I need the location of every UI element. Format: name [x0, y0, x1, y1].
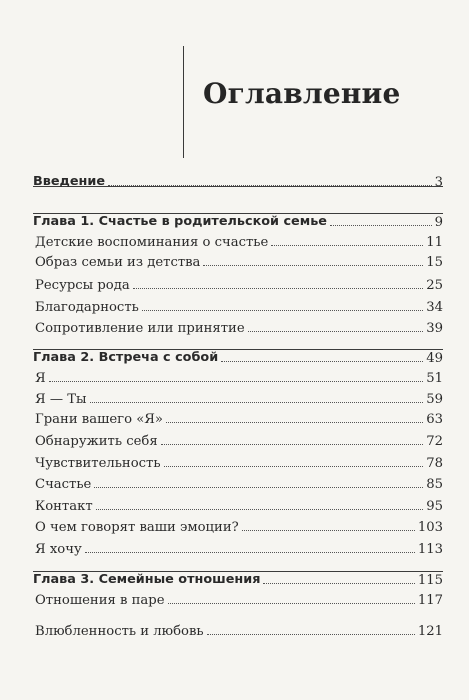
toc-entry-page: 121: [417, 623, 443, 639]
toc-entry[interactable]: [35, 251, 443, 269]
toc-entry-page: 15: [426, 254, 443, 270]
toc-entry-label: Образ семьи из детства: [35, 254, 201, 270]
toc-entry-page: 113: [417, 541, 443, 557]
toc-entry-page: 103: [417, 519, 443, 535]
dot-leader: [330, 225, 432, 226]
toc-entry-page: 51: [426, 370, 443, 386]
toc-entry[interactable]: [33, 211, 443, 229]
toc-entry[interactable]: [35, 495, 443, 513]
toc-entry[interactable]: [35, 589, 443, 607]
dot-leader: [203, 265, 423, 266]
toc-entry-label: Я хочу: [35, 541, 82, 557]
toc-entry-page: 59: [426, 391, 443, 407]
toc-entry-label: Глава 1. Счастье в родительской семье: [33, 214, 327, 230]
toc-entry-label: Счастье: [35, 476, 92, 492]
dot-leader: [166, 422, 423, 423]
toc-entry-page: 25: [426, 277, 443, 293]
toc-entry[interactable]: [35, 473, 443, 491]
toc-entry[interactable]: [35, 452, 443, 470]
dot-leader: [164, 466, 424, 467]
toc-entry-page: 95: [426, 498, 443, 514]
toc-entry-label: Обнаружить себя: [35, 433, 158, 449]
toc-entry-page: 39: [426, 320, 443, 336]
toc-entry[interactable]: [35, 296, 443, 314]
toc-entry[interactable]: [35, 430, 443, 448]
dot-leader: [271, 245, 423, 246]
dot-leader: [133, 288, 424, 289]
toc-entry-label: Отношения в паре: [35, 592, 165, 608]
toc-entry-label: Я: [35, 370, 46, 386]
toc-entry-page: 72: [426, 433, 443, 449]
dot-leader: [85, 552, 415, 553]
toc-entry[interactable]: [33, 171, 443, 189]
dot-leader: [221, 361, 423, 362]
dot-leader: [168, 603, 415, 604]
toc-entry-label: Контакт: [35, 498, 93, 514]
toc-entry-label: О чем говорят ваши эмоции?: [35, 519, 239, 535]
toc-entry-label: Благодарность: [35, 299, 139, 315]
toc-entry-page: 3: [434, 174, 443, 190]
title-rule: [183, 46, 184, 158]
toc-entry[interactable]: [35, 231, 443, 249]
toc-entry-label: Введение: [33, 174, 106, 190]
toc-entry-label: Глава 2. Встреча с собой: [33, 350, 219, 366]
toc-entry-page: 9: [434, 214, 443, 230]
toc-entry-page: 85: [426, 476, 443, 492]
dot-leader: [242, 530, 415, 531]
dot-leader: [96, 509, 424, 510]
toc-entry-page: 11: [426, 234, 443, 250]
toc-entry-page: 34: [426, 299, 443, 315]
toc-entry-label: Влюбленность и любовь: [35, 623, 204, 639]
toc-entry-label: Детские воспоминания о счастье: [35, 234, 269, 250]
toc-entry-page: 63: [426, 411, 443, 427]
dot-leader: [161, 444, 424, 445]
toc-entry-label: Сопротивление или принятие: [35, 320, 245, 336]
dot-leader: [142, 310, 423, 311]
toc-entry-label: Я — Ты: [35, 391, 87, 407]
dot-leader: [94, 487, 423, 488]
toc-entry[interactable]: [33, 347, 443, 365]
toc-entry[interactable]: [35, 367, 443, 385]
toc-entry-page: 115: [417, 572, 443, 588]
dot-leader: [90, 402, 424, 403]
toc-entry[interactable]: [35, 388, 443, 406]
dot-leader: [248, 331, 424, 332]
toc-entry[interactable]: [35, 274, 443, 292]
dot-leader: [207, 634, 415, 635]
toc-entry-label: Чувствительность: [35, 455, 161, 471]
toc-entry-page: 117: [417, 592, 443, 608]
toc-entry[interactable]: [35, 620, 443, 638]
toc-entry-page: 49: [426, 350, 443, 366]
toc-entry-label: Ресурсы рода: [35, 277, 130, 293]
toc-entry-label: Грани вашего «Я»: [35, 411, 163, 427]
dot-leader: [108, 185, 432, 186]
page-title: Оглавление: [203, 77, 401, 110]
dot-leader: [263, 583, 414, 584]
toc-entry[interactable]: [35, 516, 443, 534]
toc-entry-label: Глава 3. Семейные отношения: [33, 572, 261, 588]
toc-entry[interactable]: [35, 317, 443, 335]
toc-entry[interactable]: [33, 569, 443, 587]
dot-leader: [49, 381, 424, 382]
toc-entry-page: 78: [426, 455, 443, 471]
toc-entry[interactable]: [35, 538, 443, 556]
toc-entry[interactable]: [35, 408, 443, 426]
